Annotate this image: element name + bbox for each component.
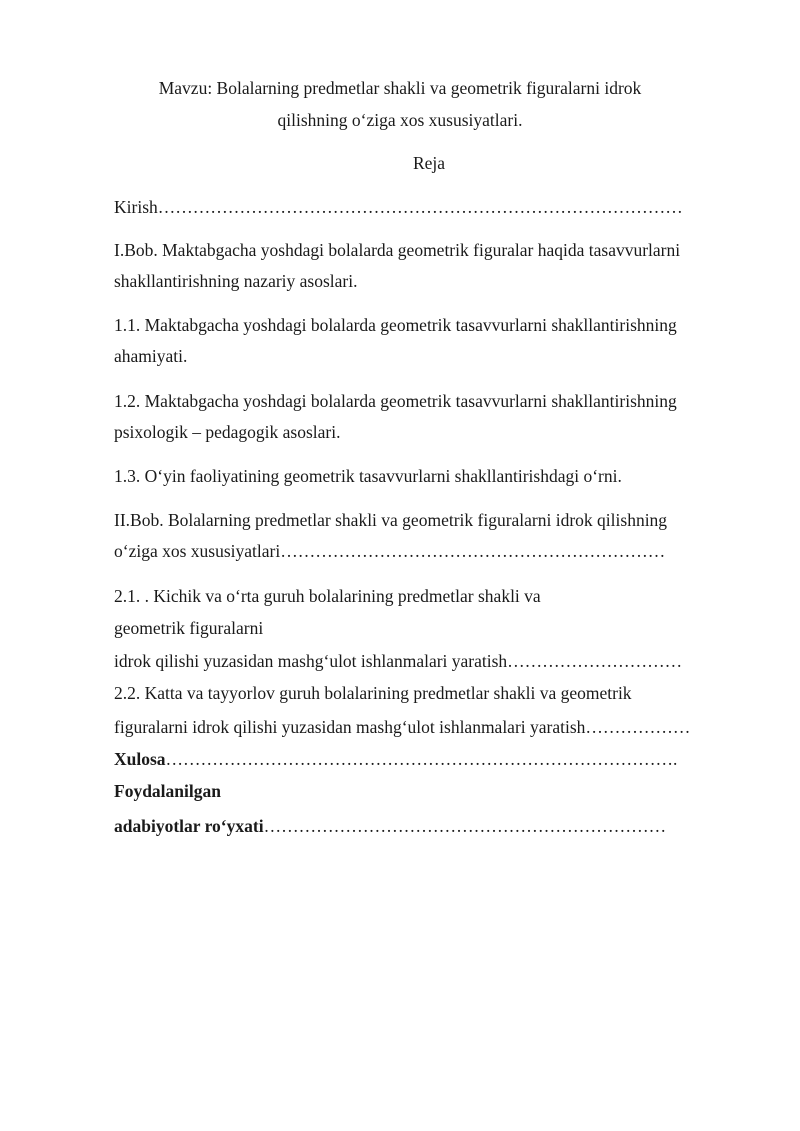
toc-references-dots: ……………………………………………………………	[263, 816, 667, 836]
toc-references	[114, 815, 666, 837]
toc-section-2-1-line1: 2.1. . Kichik va o‘rta guruh bolalarining predmetlar shakli va	[114, 586, 541, 606]
toc-section-1-3: 1.3. O‘yin faoliyatining geometrik tasavvurlarni shakllantirishdagi o‘rni.	[114, 466, 622, 486]
title-line-1: Mavzu: Bolalarning predmetlar shakli va geometrik figuralarni idrok	[158, 78, 642, 98]
title-line-2: qilishning o‘ziga xos xususiyatlari.	[277, 110, 523, 130]
toc-section-2-1-line3: idrok qilishi yuzasidan mashg‘ulot ishlanmalari yaratish…………………………	[114, 651, 683, 671]
toc-chapter1-line1: I.Bob. Maktabgacha yoshdagi bolalarda geometrik figuralar haqida tasavvurlarni	[114, 240, 681, 260]
toc-conclusion	[114, 748, 677, 770]
toc-intro: Kirish………………………………………………………………………………	[114, 197, 683, 217]
plan-heading: Reja	[412, 153, 446, 173]
toc-chapter1-line2: shakllantirishning nazariy asoslari.	[114, 271, 358, 291]
toc-section-2-2-line1: 2.2. Katta va tayyorlov guruh bolalarining predmetlar shakli va geometrik	[114, 683, 632, 703]
toc-section-2-1-line2: geometrik figuralarni	[114, 618, 264, 638]
toc-references-label: adabiyotlar ro‘yxati	[114, 816, 264, 836]
toc-section-1-1-line1: 1.1. Maktabgacha yoshdagi bolalarda geometrik tasavvurlarni shakllantirishning	[114, 315, 677, 335]
toc-references-line1: Foydalanilgan	[114, 781, 221, 801]
toc-conclusion-dots: …………………………………………………………………………….	[165, 749, 678, 769]
toc-section-2-2-line2: figuralarni idrok qilishi yuzasidan mashg‘ulot ishlanmalari yaratish………………	[114, 717, 691, 737]
toc-chapter2-line2: o‘ziga xos xususiyatlari…………………………………………………………	[114, 541, 666, 561]
toc-section-1-2-line2: psixologik – pedagogik asoslari.	[114, 422, 341, 442]
document-title	[0, 72, 800, 136]
toc-chapter2-line1: II.Bob. Bolalarning predmetlar shakli va geometrik figuralarni idrok qilishning	[114, 510, 668, 530]
toc-section-1-2-line1: 1.2. Maktabgacha yoshdagi bolalarda geometrik tasavvurlarni shakllantirishning	[114, 391, 677, 411]
toc-conclusion-label: Xulosa	[114, 749, 166, 769]
toc-section-1-1-line2: ahamiyati.	[114, 346, 188, 366]
